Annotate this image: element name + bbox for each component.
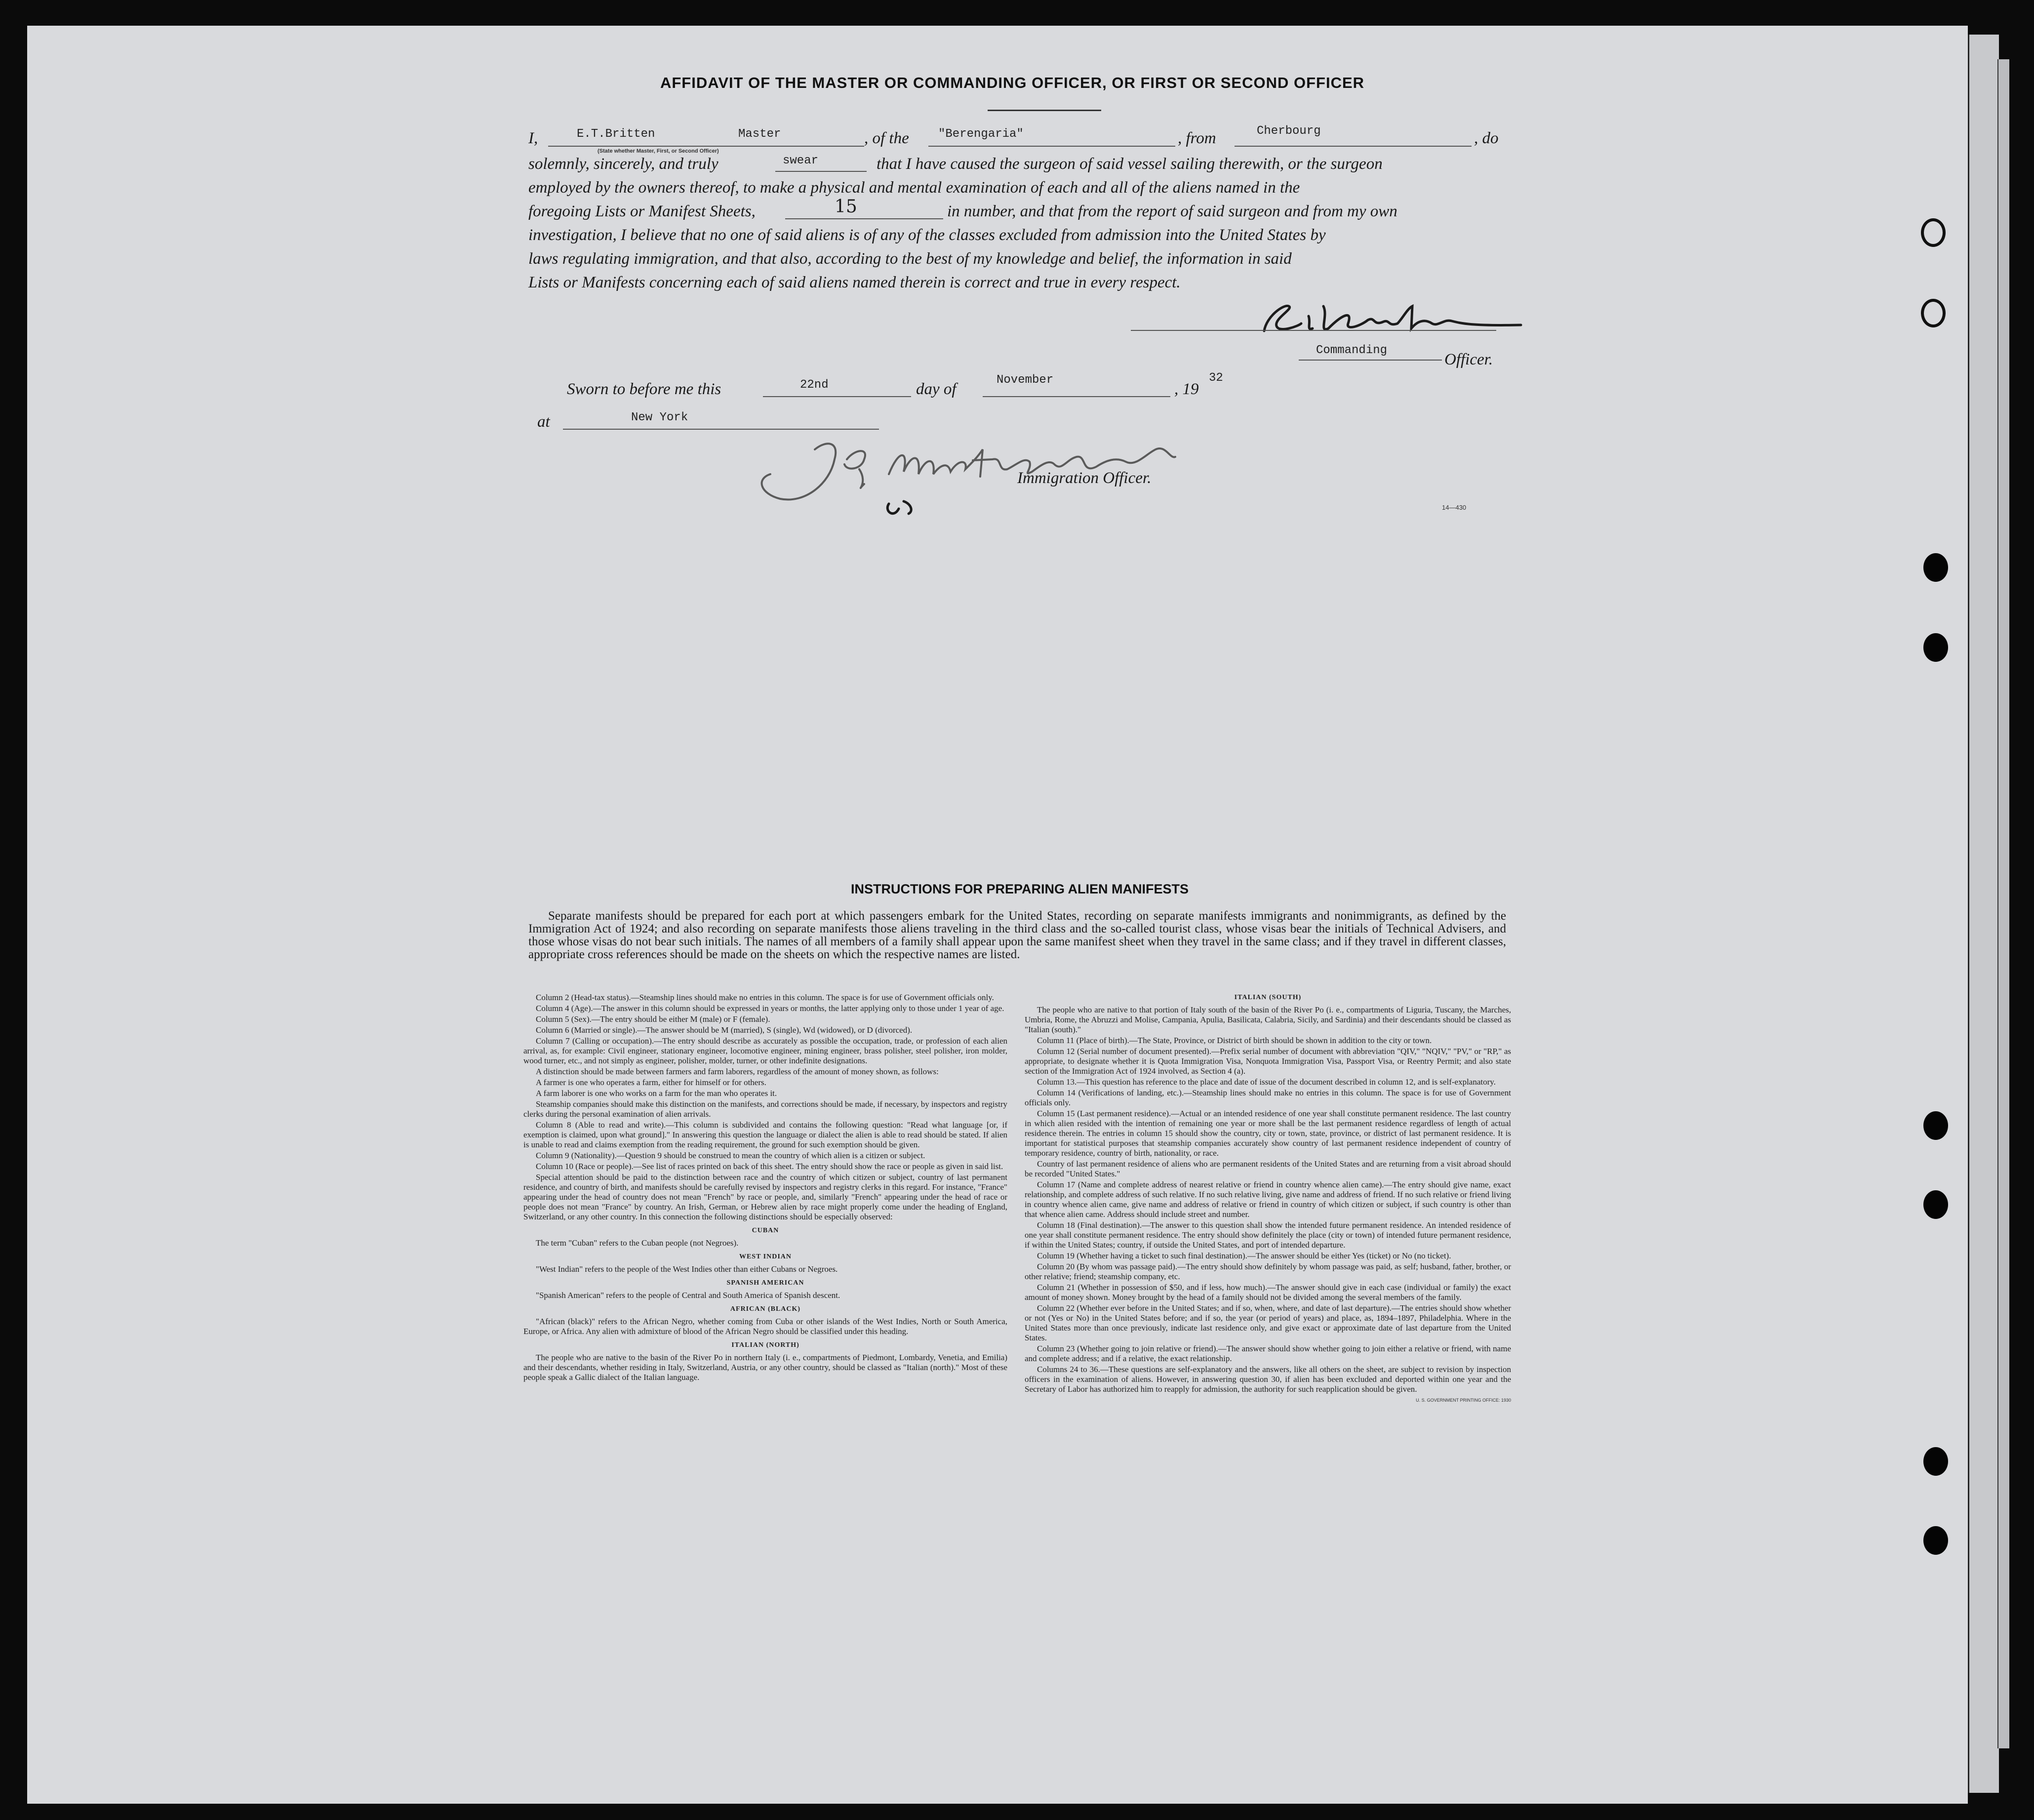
vessel-underline xyxy=(928,146,1175,147)
affidavit-line-7: Lists or Manifests concerning each of said aliens named therein is correct and true in every respect. xyxy=(528,274,1181,291)
at-label: at xyxy=(537,413,550,431)
name-underline xyxy=(548,146,864,147)
affidavit-line-2b: that I have caused the surgeon of said vessel sailing therewith, or the surgeon xyxy=(877,155,1383,173)
affidavit-title: AFFIDAVIT OF THE MASTER OR COMMANDING OFFICER, OR FIRST OR SECOND OFFICER xyxy=(660,74,1365,91)
african-definition: "African (black)" refers to the African Negro, whether coming from Cuba or other islands of the West Indies, North or South America, Europe, or Africa. Any alien with admixture of blood of the African Negro should be classified under this heading. xyxy=(523,1317,1007,1336)
instruction-paragraph: Column 13.—This question has reference to the place and date of issue of the document described in column 12, and is self-explanatory. xyxy=(1037,1077,1496,1087)
officer-label: Officer. xyxy=(1444,351,1493,368)
sworn-day: 22nd xyxy=(800,378,829,392)
italian-north-definition: The people who are native to the basin of the River Po in northern Italy (i. e., compartments of Piedmont, Lombardy, Venetia, and Emilia) and their descendants, whether residing in Italy, Switzerland, Austria, or any other country, should be classed as "Italian (north)." Most of these people speak a Gallic dialect of the Italian language. xyxy=(523,1353,1007,1382)
binder-hole xyxy=(1923,633,1948,662)
instruction-paragraph: Column 23 (Whether going to join relative or friend).—The answer should show whether going to join either a relative or friend, with name and complete address; and if a relative, the exact relationship. xyxy=(1025,1344,1511,1363)
port-underline xyxy=(1235,146,1472,147)
instruction-paragraph: Special attention should be paid to the distinction between race and the country of which citizen or subject, country of last permanent residence, and country of birth, and manifests should be carefully revised by inspectors and registry clerks in this regard. For instance, "France" appearing under the head of country does not mean "French" by race or people, and, similarly "French" appearing under the head of race or people does not mean "France" by country. An Irish, German, or Hebrew alien by race might properly come under the heading of England, Switzerland, or any other country. In this connection the following distinctions should be especially observed: xyxy=(523,1173,1007,1221)
instruction-paragraph: Column 7 (Calling or occupation).—The entry should describe as accurately as possible the occupation, trade, or profession of each alien arrival, as, for example: Civil engineer, stationary engineer, locomotive engineer, mining engineer, brass polisher, steel polisher, iron molder, wood turner, etc., and not simply as engineer, polisher, molder, turner, or other indefinite designations. xyxy=(523,1036,1007,1065)
affidavit-line-1 xyxy=(528,129,538,148)
binder-hole xyxy=(1923,1111,1948,1140)
count-underline xyxy=(785,218,943,219)
instruction-paragraph: Column 19 (Whether having a ticket to such final destination).—The answer should be either Yes (ticket) or No (no ticket). xyxy=(1037,1251,1451,1260)
african-heading: AFRICAN (BLACK) xyxy=(730,1305,801,1313)
sheet-edge xyxy=(1968,35,1999,1793)
at-place: New York xyxy=(631,411,688,424)
port-name: Cherbourg xyxy=(1257,124,1321,138)
instruction-paragraph: Column 4 (Age).—The answer in this column should be expressed in years or months, the latter applying only to those under 1 year of age. xyxy=(536,1004,1004,1013)
do-label: , do xyxy=(1474,129,1499,147)
instruction-paragraph: A farm laborer is one who works on a farm for the man who operates it. xyxy=(536,1089,777,1098)
instruction-paragraph: Column 20 (By whom was passage paid).—The entry should show definitely by whom passage was paid, as self; husband, father, brother, or other relative; friend; steamship company, etc. xyxy=(1025,1262,1511,1281)
instruction-paragraph: A distinction should be made between farmers and farm laborers, regardless of the amount of money shown, as follows: xyxy=(536,1067,939,1076)
role-underline xyxy=(1299,360,1442,361)
instruction-paragraph: Column 6 (Married or single).—The answer should be M (married), S (single), Wd (widowed), or D (divorced). xyxy=(536,1025,913,1035)
spanish-american-heading: SPANISH AMERICAN xyxy=(726,1279,804,1287)
spanish-american-definition: "Spanish American" refers to the people of Central and South America of Spanish descent. xyxy=(536,1291,840,1300)
instruction-paragraph: Column 8 (Able to read and write).—This column is subdivided and contains the following question: "Read what language [or, if exemption is claimed, upon what ground]." In answering this question the language or dialect the alien is able to read should be stated. If alien is unable to read and claims exemption from the reading requirement, the ground for such exemption should be given. xyxy=(523,1120,1007,1149)
west-indian-heading: WEST INDIAN xyxy=(739,1253,792,1260)
sworn-month: November xyxy=(997,373,1054,387)
officer-rank: Master xyxy=(738,127,781,141)
instruction-paragraph: Column 9 (Nationality).—Question 9 should be construed to mean the country of which alien is a citizen or subject. xyxy=(536,1151,925,1160)
cuban-heading: CUBAN xyxy=(752,1227,779,1234)
from-label: , from xyxy=(1178,129,1216,147)
affidavit-line-4b: in number, and that from the report of said surgeon and from my own xyxy=(947,202,1397,220)
year-prefix: , 19 xyxy=(1174,380,1199,398)
instruction-paragraph: The people who are native to that portion of Italy south of the basin of the River Po (i. e., compartments of Liguria, Tuscany, the Marches, Umbria, Rome, the Abruzzi and Molise, Campania, Apulia, Basilicata, Calabria, Sicily, and Sardinia) and their descendants should be classed as "Italian (south)." xyxy=(1025,1005,1511,1034)
binder-hole-open xyxy=(1921,299,1946,327)
immigration-signature xyxy=(741,430,1225,524)
affidavit-line-5: investigation, I believe that no one of said aliens is of any of the classes excluded from admission into the United States by xyxy=(528,226,1326,244)
of-the-label: , of the xyxy=(864,129,909,147)
instructions-title: INSTRUCTIONS FOR PREPARING ALIEN MANIFESTS xyxy=(850,882,1189,896)
instruction-paragraph: A farmer is one who operates a farm, either for himself or for others. xyxy=(536,1078,766,1087)
master-signature-line xyxy=(1131,330,1496,331)
binder-hole xyxy=(1923,553,1948,582)
italian-north-heading: ITALIAN (NORTH) xyxy=(731,1341,799,1349)
instructions-intro: Separate manifests should be prepared for each port at which passengers embark for the United States, recording on separate manifests immigrants and nonimmigrants, as defined by the Immigration Act of 1924; and also recording on separate manifests those aliens traveling in the third class and the so-called tourist class, whose visas bear the initials of Technical Advisers, and those whose visas do not bear such initials. The names of all members of a family shall appear upon the same manifest sheet when they travel in the same class; and if they travel in different classes, appropriate cross references should be made on the sheets on which the respective names are listed. xyxy=(528,909,1506,961)
instruction-paragraph: Column 12 (Serial number of document presented).—Prefix serial number of document with abbreviation "QIV," "NQIV," "PV," or "RP," as appropriate, to designate whether it is Quota Immigration Visa, Nonquota Immigration Visa, Passport Visa, or Reentry Permit; and also state section of the Immigration Act of 1924 involved, as Section 4 (a). xyxy=(1025,1047,1511,1076)
vessel-name: "Berengaria" xyxy=(938,127,1024,141)
pronoun-i: I, xyxy=(528,129,538,147)
instruction-paragraph: Column 18 (Final destination).—The answer to this question shall show the intended future permanent residence. An intended residence of one year shall constitute permanent residence. The entry should show definitely the place (city or town) of intended future permanent residence, if within the United States; country, if outside the United States, and port of intended departure. xyxy=(1025,1220,1511,1250)
day-underline xyxy=(763,396,911,397)
binder-hole xyxy=(1923,1447,1948,1476)
oath-word: swear xyxy=(783,154,819,167)
italian-south-heading: ITALIAN (SOUTH) xyxy=(1234,994,1302,1001)
sheet-edge-back xyxy=(1997,59,2009,1748)
officer-name: E.T.Britten xyxy=(577,127,655,141)
affidavit-line-6: laws regulating immigration, and that also, according to the best of my knowledge and belief, the information in said xyxy=(528,250,1292,268)
instructions-left-column xyxy=(523,993,1007,1383)
binder-hole-open xyxy=(1921,218,1946,247)
binder-hole xyxy=(1923,1190,1948,1219)
affidavit-line-4a: foregoing Lists or Manifest Sheets, xyxy=(528,202,756,220)
instruction-paragraph: Column 5 (Sex).—The entry should be either M (male) or F (female). xyxy=(536,1014,770,1024)
instructions-right-column xyxy=(1025,993,1511,1406)
day-of-label: day of xyxy=(916,380,957,398)
instruction-paragraph: Column 11 (Place of birth).—The State, Province, or District of birth should be shown in addition to the city or town. xyxy=(1037,1036,1432,1045)
sworn-label: Sworn to before me this xyxy=(567,380,721,398)
sheet-count: 15 xyxy=(835,197,857,217)
instruction-paragraph: Country of last permanent residence of aliens who are permanent residents of the United States and are returning from a visit abroad should be recorded "United States." xyxy=(1025,1159,1511,1178)
instruction-paragraph: Column 10 (Race or people).—See list of races printed on back of this sheet. The entry should show the race or people as given in said list. xyxy=(536,1162,1003,1171)
affidavit-line-2a: solemnly, sincerely, and truly xyxy=(528,155,718,173)
binder-hole xyxy=(1923,1526,1948,1555)
oath-underline xyxy=(775,171,867,172)
instruction-paragraph: Steamship companies should make this distinction on the manifests, and corrections should be made, if necessary, by inspectors and registry clerks during the personal examination of alien arrivals. xyxy=(523,1099,1007,1119)
sworn-year: 32 xyxy=(1209,371,1223,385)
master-signature xyxy=(1254,296,1531,341)
instruction-paragraph: Column 17 (Name and complete address of nearest relative or friend in country whence alien came).—The entry should give name, exact relationship, and complete address of such relative. If no such relative living, give name and address of friend. If no such relative or friend living in country whence alien came, give name and address of relative or friend in country of which citizen or subject, if such country is other than that whence alien came. Address should include street and number. xyxy=(1025,1180,1511,1219)
instruction-paragraph: Columns 24 to 36.—These questions are self-explanatory and the answers, like all others on the sheet, are subject to revision by inspection officers in the examination of aliens. However, in answering question 30, if alien has been excluded and deported within one year and the Secretary of Labor has authorized him to reapply for admission, the authority for such reapplication should be given. xyxy=(1025,1365,1511,1394)
instruction-paragraph: Column 21 (Whether in possession of $50, and if less, how much).—The answer should give in each case (individual or family) the exact amount of money shown. Money brought by the head of a family should not be divided among the several members of the family. xyxy=(1025,1283,1511,1302)
west-indian-definition: "West Indian" refers to the people of the West Indies other than either Cubans or Negroes. xyxy=(536,1264,838,1274)
affidavit-line-3: employed by the owners thereof, to make a physical and mental examination of each and all of the aliens named in the xyxy=(528,179,1300,197)
printing-office-note: U. S. GOVERNMENT PRINTING OFFICE: 1930 xyxy=(1416,1398,1511,1403)
rank-note: (State whether Master, First, or Second Officer) xyxy=(598,148,719,154)
instruction-paragraph: Column 14 (Verifications of landing, etc.).—Steamship lines should make no entries in this column. The space is for use of Government officials only. xyxy=(1025,1088,1511,1107)
title-divider xyxy=(988,110,1101,111)
instruction-paragraph: Column 15 (Last permanent residence).—Actual or an intended residence of one year shall constitute permanent residence. The last country in which alien resided with the intention of remaining one year or more shall be the last permanent residence regardless of length of actual residence therein. The entries in column 15 should show the country, city or town, state, province, or district of last permanent residence. It is important for statistical purposes that steamship companies accurately show country of last permanent residence independent of country of temporary residence, country of birth, nationality, or race. xyxy=(1025,1109,1511,1158)
instruction-paragraph: Column 22 (Whether ever before in the United States; and if so, when, where, and date of last departure).—The entries should show whether or not (Yes or No) in the United States before; and if so, the year (or period of years) and place, as, 1894–1897, Philadelphia. Where in the United States more than once previously, indicate last residence only, and give exact or approximate date of last departure from the United States. xyxy=(1025,1303,1511,1342)
cuban-definition: The term "Cuban" refers to the Cuban people (not Negroes). xyxy=(536,1238,739,1248)
form-number: 14—430 xyxy=(1442,504,1467,511)
instruction-paragraph: Column 2 (Head-tax status).—Steamship lines should make no entries in this column. The space is for use of Government officials only. xyxy=(536,993,994,1002)
signature-role: Commanding xyxy=(1316,344,1388,357)
immigration-officer-label: Immigration Officer. xyxy=(1017,469,1152,487)
month-underline xyxy=(983,396,1170,397)
